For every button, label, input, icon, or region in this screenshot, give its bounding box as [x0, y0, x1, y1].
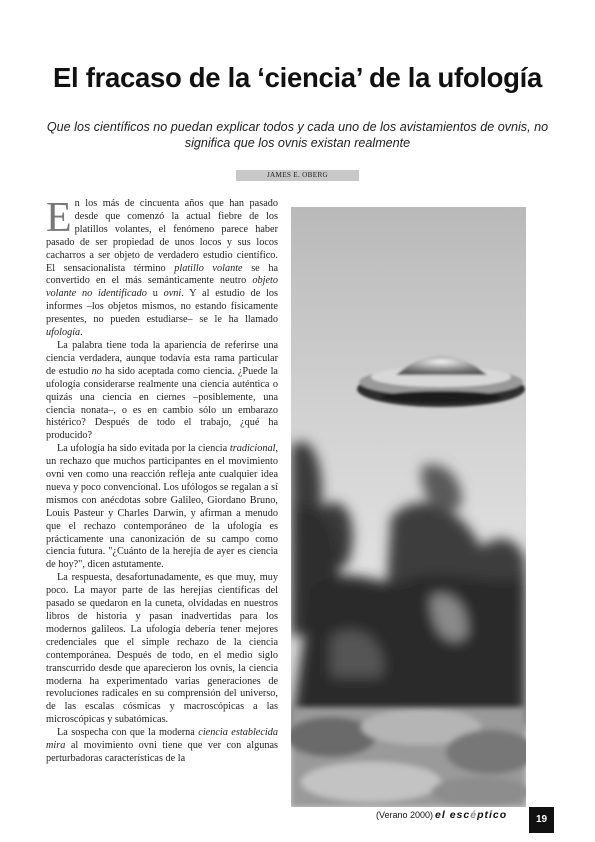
ufo-photograph	[291, 207, 526, 807]
article-subtitle: Que los científicos no puedan explicar todos y cada uno de los avistamientos de ovnis, no significa que los ovnis existan realmente	[46, 120, 549, 150]
page-number: 19	[529, 807, 554, 833]
ufo-photo-image	[291, 207, 526, 807]
paragraph-3: La ufología ha sido evitada por la ciencia tradicional, un rechazo que muchos participantes en el movimiento ovni ven como una reacción refleja ante cualquier idea nueva y poco convencional. Los ufólogos se regalan a sí mismos con anécdotas sobre Galileo, Giordano Bruno, Louis Pasteur y Charles Darwin, y afirman a menudo que el rechazo contemporáneo de la ufología es prácticamente una canonización de su campo como ciencia futura. "¿Cuánto de la herejía de ayer es ciencia de hoy?", dicen astutamente.	[46, 443, 278, 571]
paragraph-5: La sospecha con que la moderna ciencia establecida mira al movimiento ovni tiene que ver con algunas perturbadoras características de la	[46, 727, 278, 764]
paragraph-1: En los más de cincuenta años que han pasado desde que comenzó la actual fiebre de los platillos volantes, el fenómeno parece haber pasado de ser propiedad de unos locos y sus locos cacharros a ser objeto de verdadero estudio científico. El sensacionalista término platillo volante se ha convertido en el más semánticamente neutro objeto volante no identificado u ovni. Y al estudio de los informes –los objetos mismos, no estando físicamente presentes, no pueden estudiarse– se le ha llamado ufología.	[46, 195, 278, 339]
footer-issue	[376, 809, 507, 821]
paragraph-4: La respuesta, desafortunadamente, es que muy, muy poco. La mayor parte de las herejías científicas del pasado se quedaron en la cuneta, olvidadas en nuestros libros de historia y pasan inadvertidas para los modernos galileos. La ufología debería tener mejores credenciales que el simple rechazo de la ciencia contemporánea. Después de todo, en el medio siglo transcurrido desde que aparecieron los ovnis, la ciencia moderna ha experimentado varias generaciones de revoluciones radicales en su comprensión del universo, de las escalas cósmicas y macroscópicas a las microscópicas y subatómicas.	[46, 572, 278, 726]
foreground-foliage	[291, 707, 526, 807]
article-title: El fracaso de la ‘ciencia’ de la ufología	[53, 62, 542, 93]
journal-name: el escéptico	[435, 809, 508, 821]
drop-cap: E	[46, 195, 72, 241]
issue-label: (Verano 2000)	[376, 810, 434, 820]
author-byline: JAMES E. OBERG	[236, 170, 359, 181]
paragraph-2: La palabra tiene toda la apariencia de referirse una ciencia verdadera, aunque todavía esta rama particular de estudio no ha sido aceptada como ciencia. ¿Puede la ufología considerarse realmente una ciencia auténtica o quizás una ciencia en ciernes –posiblemente, una ciencia nonata–, o es en cambio sólo un embarazo histérico? Después de todo el trabajo, ¿qué ha producido?	[46, 339, 278, 442]
body-column	[46, 195, 278, 766]
